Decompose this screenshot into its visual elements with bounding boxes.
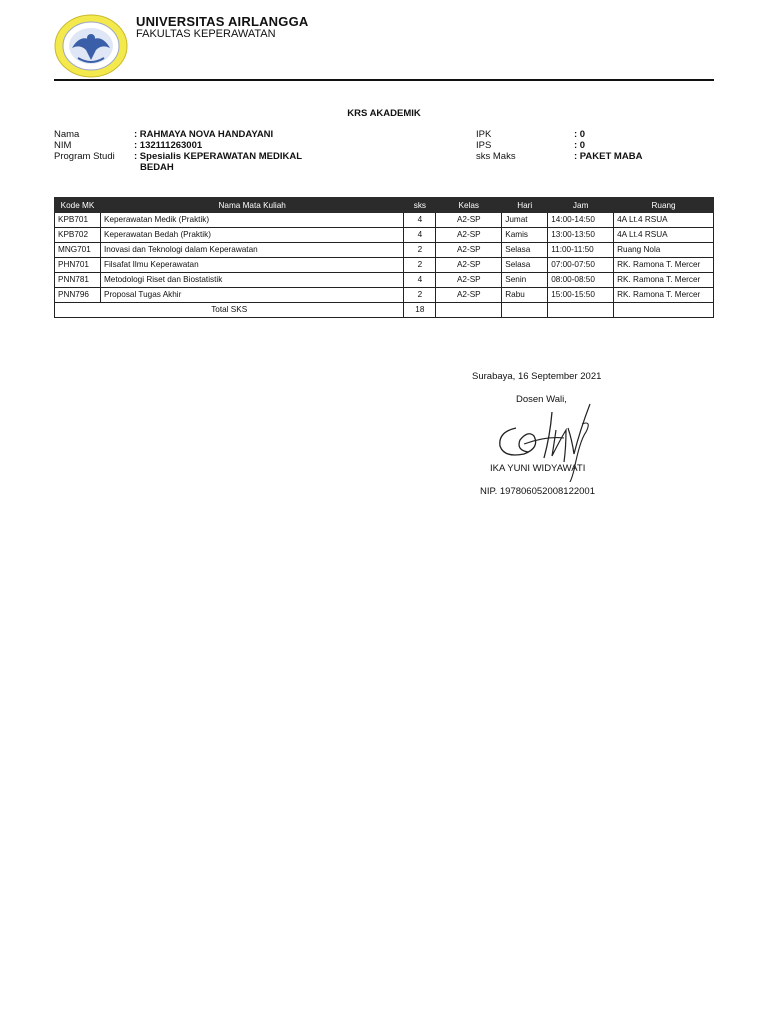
cell-kelas: A2-SP xyxy=(436,213,502,228)
table-row xyxy=(55,243,714,258)
prodi-label: Program Studi xyxy=(54,151,115,162)
cell-hari: Jumat xyxy=(502,213,548,228)
cell-sks: 2 xyxy=(404,243,436,258)
cell-sks: 2 xyxy=(404,288,436,303)
cell-kelas: A2-SP xyxy=(436,288,502,303)
empty-cell xyxy=(502,303,548,318)
cell-jam: 15:00-15:50 xyxy=(548,288,614,303)
cell-jam: 13:00-13:50 xyxy=(548,228,614,243)
table-row xyxy=(55,213,714,228)
advisor-name: IKA YUNI WIDYAWATI xyxy=(490,463,586,474)
advisor-nip: NIP. 197806052008122001 xyxy=(480,486,595,497)
cell-sks: 2 xyxy=(404,258,436,273)
ipk-label: IPK xyxy=(476,129,492,140)
document-title: KRS AKADEMIK xyxy=(347,108,421,119)
prodi-value-line1: : Spesialis KEPERAWATAN MEDIKAL xyxy=(134,151,303,162)
student-info-left xyxy=(54,129,414,177)
col-header-jam: Jam xyxy=(548,198,614,213)
ipk-value: : 0 xyxy=(574,129,586,140)
cell-kelas: A2-SP xyxy=(436,273,502,288)
nama-value: : RAHMAYA NOVA HANDAYANI xyxy=(134,129,274,140)
cell-kelas: A2-SP xyxy=(436,258,502,273)
table-row xyxy=(55,228,714,243)
cell-sks: 4 xyxy=(404,213,436,228)
col-header-sks: sks xyxy=(404,198,436,213)
cell-kode: KPB701 xyxy=(55,213,101,228)
nama-label: Nama xyxy=(54,129,80,140)
cell-hari: Rabu xyxy=(502,288,548,303)
table-row xyxy=(55,288,714,303)
cell-kode: PHN701 xyxy=(55,258,101,273)
cell-ruang: Ruang Nola xyxy=(614,243,714,258)
courses-table xyxy=(54,197,714,318)
cell-jam: 14:00-14:50 xyxy=(548,213,614,228)
cell-nama: Filsafat Ilmu Keperawatan xyxy=(100,258,403,273)
cell-kode: PNN781 xyxy=(55,273,101,288)
table-header-row xyxy=(55,198,714,213)
university-name: UNIVERSITAS AIRLANGGA xyxy=(136,14,309,29)
col-header-ruang: Ruang xyxy=(614,198,714,213)
col-header-hari: Hari xyxy=(502,198,548,213)
sks-maks-value: : PAKET MABA xyxy=(574,151,643,162)
cell-ruang: 4A Lt.4 RSUA xyxy=(614,213,714,228)
cell-ruang: RK. Ramona T. Mercer xyxy=(614,258,714,273)
cell-jam: 11:00-11:50 xyxy=(548,243,614,258)
cell-kode: MNG701 xyxy=(55,243,101,258)
col-header-nama: Nama Mata Kuliah xyxy=(100,198,403,213)
cell-hari: Senin xyxy=(502,273,548,288)
cell-hari: Kamis xyxy=(502,228,548,243)
cell-jam: 07:00-07:50 xyxy=(548,258,614,273)
cell-kode: KPB702 xyxy=(55,228,101,243)
student-info-right xyxy=(476,129,696,165)
ips-label: IPS xyxy=(476,140,492,151)
header-divider xyxy=(54,79,714,81)
cell-hari: Selasa xyxy=(502,243,548,258)
cell-sks: 4 xyxy=(404,273,436,288)
cell-jam: 08:00-08:50 xyxy=(548,273,614,288)
table-row xyxy=(55,273,714,288)
nim-label: NIM xyxy=(54,140,72,151)
total-sks-value: 18 xyxy=(404,303,436,318)
cell-kode: PNN796 xyxy=(55,288,101,303)
sks-maks-label: sks Maks xyxy=(476,151,516,162)
cell-ruang: 4A Lt.4 RSUA xyxy=(614,228,714,243)
table-row xyxy=(55,258,714,273)
cell-nama: Inovasi dan Teknologi dalam Keperawatan xyxy=(100,243,403,258)
cell-kelas: A2-SP xyxy=(436,228,502,243)
place-date: Surabaya, 16 September 2021 xyxy=(472,371,602,382)
cell-nama: Keperawatan Medik (Praktik) xyxy=(100,213,403,228)
cell-nama: Metodologi Riset dan Biostatistik xyxy=(100,273,403,288)
prodi-value-line2: BEDAH xyxy=(140,162,174,173)
cell-nama: Proposal Tugas Akhir xyxy=(100,288,403,303)
nim-value: : 132111263001 xyxy=(134,140,203,151)
ips-value: : 0 xyxy=(574,140,586,151)
advisor-role: Dosen Wali, xyxy=(516,394,567,405)
col-header-kelas: Kelas xyxy=(436,198,502,213)
cell-sks: 4 xyxy=(404,228,436,243)
empty-cell xyxy=(548,303,614,318)
empty-cell xyxy=(436,303,502,318)
cell-kelas: A2-SP xyxy=(436,243,502,258)
cell-nama: Keperawatan Bedah (Praktik) xyxy=(100,228,403,243)
university-logo-icon xyxy=(54,14,128,78)
cell-ruang: RK. Ramona T. Mercer xyxy=(614,288,714,303)
cell-hari: Selasa xyxy=(502,258,548,273)
total-row xyxy=(55,303,714,318)
cell-ruang: RK. Ramona T. Mercer xyxy=(614,273,714,288)
col-header-kode: Kode MK xyxy=(55,198,101,213)
empty-cell xyxy=(614,303,714,318)
faculty-name: FAKULTAS KEPERAWATAN xyxy=(136,28,276,40)
total-sks-label: Total SKS xyxy=(55,303,404,318)
